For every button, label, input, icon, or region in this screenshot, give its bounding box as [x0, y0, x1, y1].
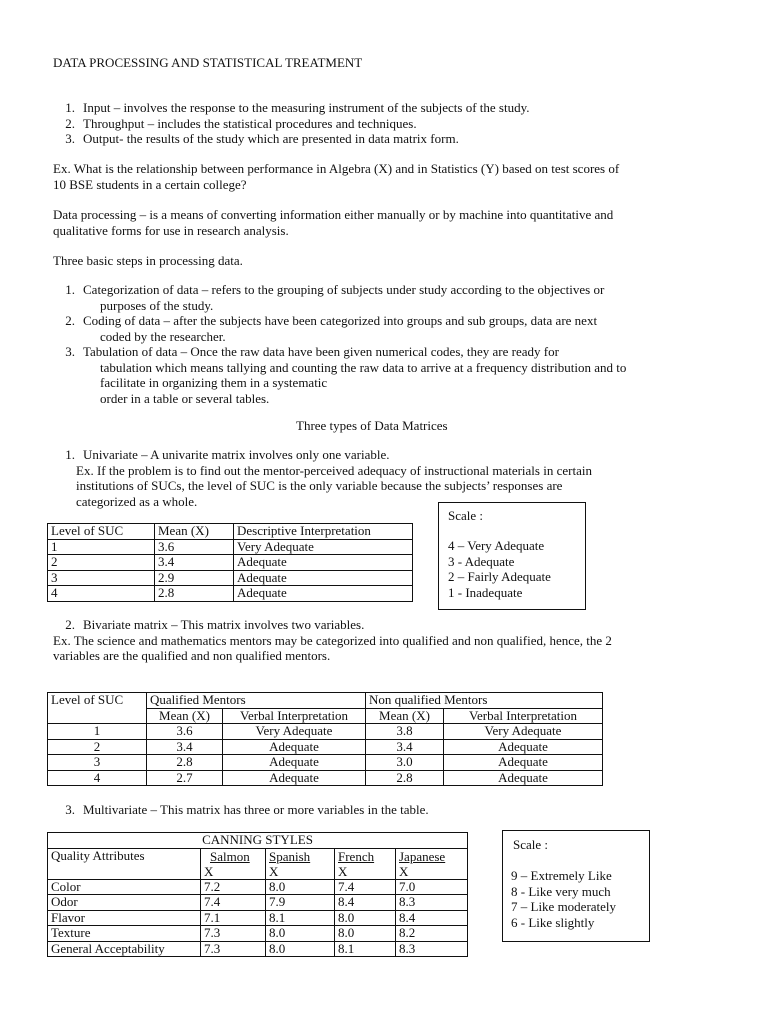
- table-row: General Acceptability 7.3 8.0 8.1 8.3: [48, 941, 468, 957]
- table-title-row: CANNING STYLES: [48, 833, 468, 849]
- multivariate-heading: 3. Multivariate – This matrix has three or more variables in the table.: [65, 802, 429, 817]
- table-header-row: Level of SUC Qualified Mentors Non qualified Mentors: [48, 693, 603, 709]
- table-row: 4 2.7 Adequate 2.8 Adequate: [48, 770, 603, 786]
- steps-list: [53, 282, 626, 406]
- table-row: 3 2.8 Adequate 3.0 Adequate: [48, 755, 603, 771]
- bivariate-table: [47, 692, 603, 786]
- univariate-table: [47, 523, 413, 602]
- list-item: 1. Input – involves the response to the measuring instrument of the subjects of the study.: [65, 100, 530, 115]
- multivariate-table: [47, 832, 468, 957]
- list-item: 2. Throughput – includes the statistical procedures and techniques.: [65, 115, 417, 131]
- table-row: Color 7.2 8.0 7.4 7.0: [48, 879, 468, 895]
- example-paragraph: Ex. What is the relationship between performance in Algebra (X) and in Statistics (Y) based on test scores of 10 BSE students in a certain college?: [53, 161, 620, 192]
- table-row: 2 3.4 Adequate 3.4 Adequate: [48, 739, 603, 755]
- table-row: 1 3.6 Very Adequate: [48, 539, 413, 555]
- multivariate-scale-box: Scale : 9 – Extremely Like 8 - Like very much 7 – Like moderately 6 - Like slightly: [502, 830, 650, 942]
- table-subheader-row: Mean (X) Verbal Interpretation Mean (X) Verbal Interpretation: [48, 708, 603, 724]
- table-row: 2 3.4 Adequate: [48, 555, 413, 571]
- list-item: 2. Coding of data – after the subjects have been categorized into groups and sub groups, data are next coded by the researcher.: [65, 313, 598, 344]
- stages-list: [53, 100, 530, 147]
- section-heading: Three types of Data Matrices: [296, 418, 448, 433]
- univariate-section: 1. Univariate – A univarite matrix involves only one variable. Ex. If the problem is to find out the mentor-perceived adequacy of instructional materials in certain institutions of SUCs, the level of SUC is the only variable because the subjects’ responses are categorized as a whole.: [65, 447, 592, 509]
- table-row: 4 2.8 Adequate: [48, 586, 413, 602]
- table-row: Texture 7.3 8.0 8.0 8.2: [48, 926, 468, 942]
- univariate-scale-box: Scale : 4 – Very Adequate 3 - Adequate 2 – Fairly Adequate 1 - Inadequate: [438, 502, 586, 610]
- definition-paragraph: Data processing – is a means of converting information either manually or by machine into quantitative and qualitative forms for use in research analysis.: [53, 207, 614, 238]
- table-row: 3 2.9 Adequate: [48, 570, 413, 586]
- table-row: Odor 7.4 7.9 8.4 8.3: [48, 895, 468, 911]
- page-title: DATA PROCESSING AND STATISTICAL TREATMENT: [53, 55, 363, 70]
- list-item: 1. Categorization of data – refers to the grouping of subjects under study according to the objectives or purposes of the study.: [65, 282, 605, 313]
- list-item: 3. Output- the results of the study which are presented in data matrix form.: [65, 131, 459, 146]
- list-item: 3. Tabulation of data – Once the raw data have been given numerical codes, they are ready for tabulation which means tallying and counting the raw data to arrive at a frequency distribution and to facilitate in organizing them in a systematic order in a table or several tables.: [65, 344, 627, 406]
- table-row: 1 3.6 Very Adequate 3.8 Very Adequate: [48, 724, 603, 740]
- table-header-row: Quality Attributes Salmon X Spanish X French X Japanese X: [48, 848, 468, 879]
- bivariate-section: 2. Bivariate matrix – This matrix involves two variables. Ex. The science and mathematics mentors may be categorized into qualified and non qualified, hence, the 2 variables are the qualified and non qualified mentors.: [53, 617, 612, 663]
- table-header-row: Level of SUC Mean (X) Descriptive Interpretation: [48, 524, 413, 540]
- table-row: Flavor 7.1 8.1 8.0 8.4: [48, 910, 468, 926]
- steps-intro: Three basic steps in processing data.: [53, 253, 243, 268]
